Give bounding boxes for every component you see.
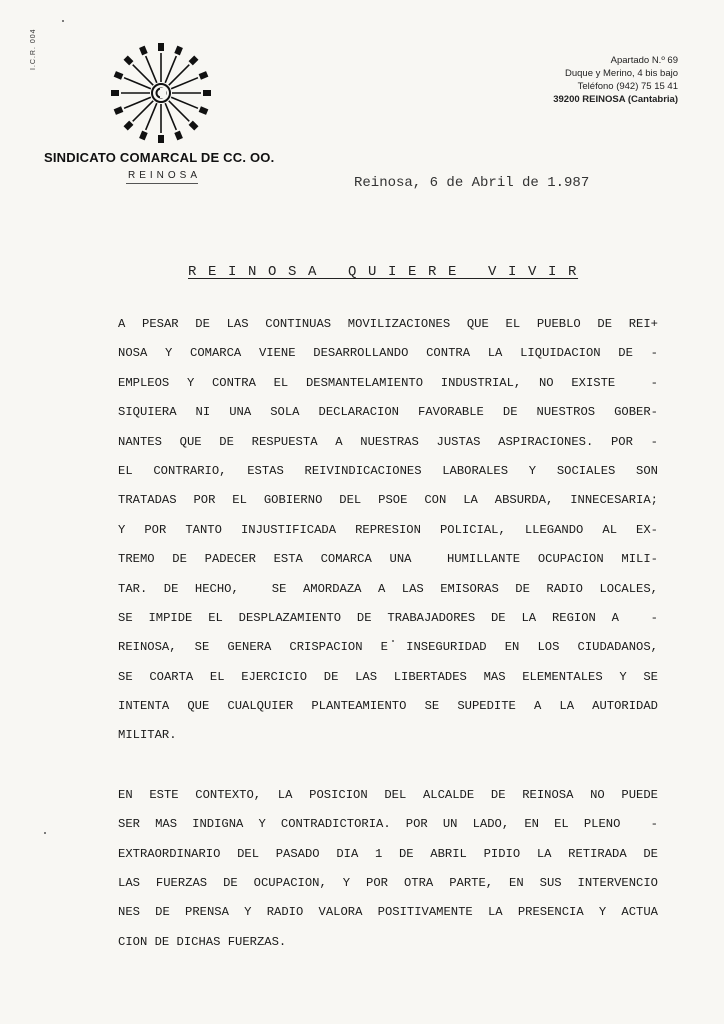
text-line: EXTRAORDINARIO DEL PASADO DIA 1 DE ABRIL PIDIO LA RETIRADA DE — [118, 846, 658, 861]
text-line: EL CONTRARIO, ESTAS REIVINDICACIONES LABORALES Y SOCIALES SON — [118, 463, 658, 478]
text-line: REINOSA, SE GENERA CRISPACION E INSEGURIDAD EN LOS CIUDADANOS, — [118, 640, 658, 655]
text-line: A PESAR DE LAS CONTINUAS MOVILIZACIONES QUE EL PUEBLO DE REI+ — [118, 317, 658, 331]
text-line: EMPLEOS Y CONTRA EL DESMANTELAMIENTO INDUSTRIAL, NO EXISTE - — [118, 375, 658, 390]
text-line: NES DE PRENSA Y RADIO VALORA POSITIVAMENTE LA PRESENCIA Y ACTUA — [118, 905, 658, 920]
text-line: TREMO DE PADECER ESTA COMARCA UNA HUMILLANTE OCUPACION MILI- — [118, 552, 658, 567]
city-underline — [126, 183, 198, 184]
text-line: NOSA Y COMARCA VIENE DESARROLLANDO CONTRA LA LIQUIDACION DE - — [118, 346, 658, 361]
organization-name: SINDICATO COMARCAL DE CC. OO. — [44, 150, 275, 165]
address-line: Teléfono (942) 75 15 41 — [577, 81, 678, 92]
text-line: SE COARTA EL EJERCICIO DE LAS LIBERTADES MAS ELEMENTALES Y SE — [118, 669, 658, 684]
paper-speck — [62, 20, 64, 22]
text-line: EN ESTE CONTEXTO, LA POSICION DEL ALCALDE DE REINOSA NO PUEDE — [118, 787, 658, 802]
text-line: INTENTA QUE CUALQUIER PLANTEAMIENTO SE SUPEDITE A LA AUTORIDAD — [118, 699, 658, 714]
text-line: SER MAS INDIGNA Y CONTRADICTORIA. POR UN LADO, EN EL PLENO - — [118, 817, 658, 832]
text-line: SIQUIERA NI UNA SOLA DECLARACION FAVORABLE DE NUESTROS GOBER- — [118, 405, 658, 420]
text-line: Y POR TANTO INJUSTIFICADA REPRESION POLICIAL, LLEGANDO AL EX- — [118, 522, 658, 537]
text-line: CION DE DICHAS FUERZAS. — [118, 934, 287, 949]
letter-date: Reinosa, 6 de Abril de 1.987 — [354, 175, 590, 191]
address-line: Apartado N.º 69 — [610, 55, 678, 66]
union-logo — [106, 38, 216, 148]
text-line: SE IMPIDE EL DESPLAZAMIENTO DE TRABAJADORES DE LA REGION A - — [118, 610, 658, 625]
address-line: 39200 REINOSA (Cantabria) — [553, 94, 678, 105]
text-line: MILITAR. — [118, 728, 177, 743]
document-body — [118, 310, 658, 957]
address-line: Duque y Merino, 4 bis bajo — [564, 68, 678, 79]
document-title: R E I N O S A Q U I E R E V I V I R — [188, 264, 579, 280]
text-line: LAS FUERZAS DE OCUPACION, Y POR OTRA PARTE, EN SUS INTERVENCIO — [118, 876, 658, 891]
paragraph — [118, 781, 658, 957]
paper-speck — [44, 832, 46, 834]
text-line: NANTES QUE DE RESPUESTA A NUESTRAS JUSTAS ASPIRACIONES. POR - — [118, 434, 658, 449]
text-line: TRATADAS POR EL GOBIERNO DEL PSOE CON LA ABSURDA, INNECESARIA; — [118, 493, 658, 508]
text-line: TAR. DE HECHO, SE AMORDAZA A LAS EMISORAS DE RADIO LOCALES, — [118, 581, 658, 596]
side-reference-code: I.C.R. 004 — [30, 28, 37, 70]
paragraph — [118, 310, 658, 751]
organization-city: REINOSA — [128, 170, 202, 181]
letterhead-address — [553, 54, 678, 106]
paragraph-gap — [118, 751, 658, 781]
